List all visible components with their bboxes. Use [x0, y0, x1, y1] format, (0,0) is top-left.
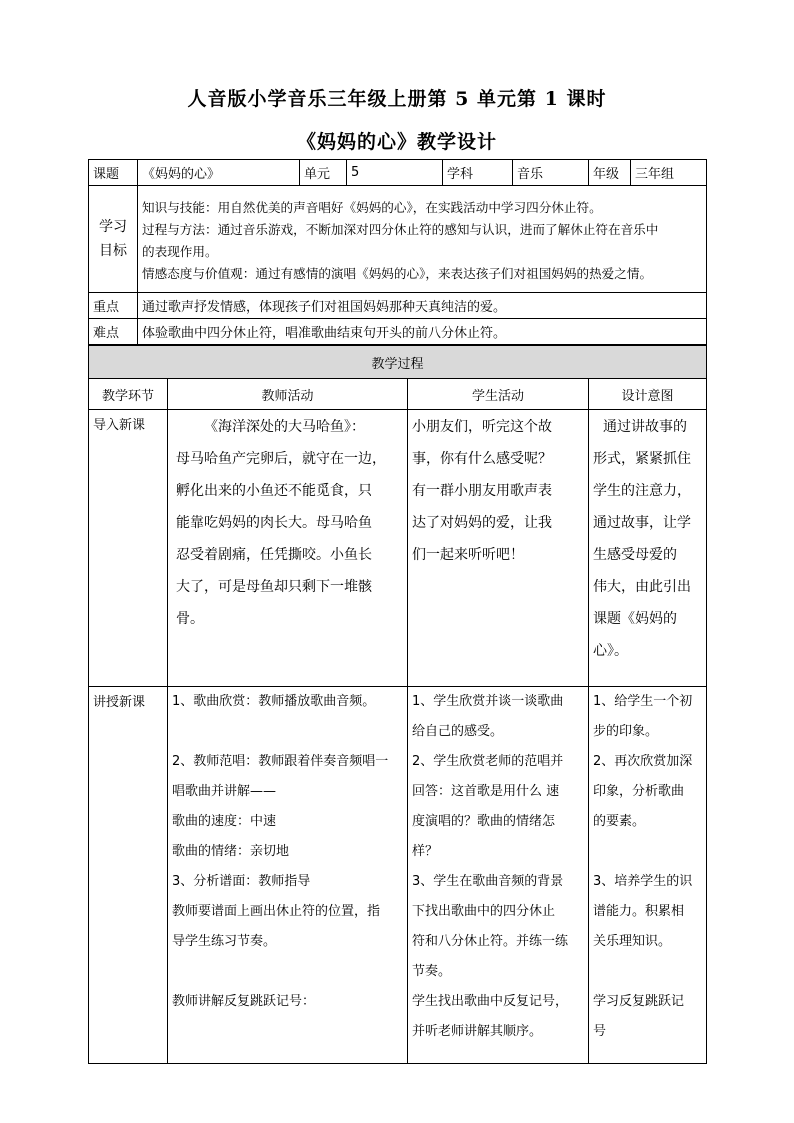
header-student: 学生活动: [408, 379, 589, 410]
teach-intent-line: 2、再次欣赏加深: [593, 754, 693, 769]
difficulty-text: 体验歌曲中四分休止符，唱准歌曲结束句开头的前八分休止符。: [138, 319, 707, 345]
unit-label: 单元: [300, 160, 347, 186]
teach-teacher-spacer: [172, 957, 403, 987]
goals-label-line2: 目标: [99, 243, 127, 259]
info-row: [89, 160, 707, 186]
intro-student-line: 们一起来听听吧！: [412, 547, 524, 563]
intro-teacher: [168, 410, 408, 687]
intro-teacher-line: 孵化出来的小鱼还不能觅食，只: [176, 483, 372, 499]
teach-intent-line: 3、培养学生的识: [593, 874, 693, 889]
teach-teacher-line: 1、歌曲欣赏：教师播放歌曲音频。: [172, 694, 376, 709]
teach-teacher-line: 2、教师范唱：教师跟着伴奏音频唱一: [172, 754, 389, 769]
teach-teacher: [168, 687, 408, 1064]
teach-intent-spacer: [593, 837, 702, 867]
teach-intent-line: 谱能力。积累相: [593, 904, 685, 919]
unit-value: 5: [347, 160, 443, 186]
teach-student: [408, 687, 589, 1064]
intro-intent-line: 通过故事，让学: [593, 515, 691, 531]
intro-student-line: 小朋友们，听完这个故: [412, 419, 552, 435]
teach-student-line: 下找出歌曲中的四分休止: [412, 904, 556, 919]
intro-intent-line: 心》。: [593, 643, 628, 659]
teach-teacher-line: 歌曲的速度：中速: [172, 814, 277, 829]
intro-teacher-line: 骨。: [176, 611, 204, 627]
teach-student-line: 节奏。: [412, 964, 452, 979]
topic-value: 《妈妈的心》: [138, 160, 300, 186]
intro-student: [408, 410, 589, 687]
teach-teacher-line: 唱歌曲并讲解——: [172, 784, 277, 799]
intro-intent-line: 通过讲故事的: [603, 419, 687, 435]
process-title: 教学过程: [89, 346, 707, 379]
teach-intent-line: 1、给学生一个初: [593, 694, 693, 709]
intro-intent-line: 生感受母爱的: [593, 547, 677, 563]
intro-stage: 导入新课: [89, 410, 168, 687]
teach-intent-line: 号: [593, 1024, 607, 1039]
goals-content: [138, 186, 707, 293]
teach-stage: 讲授新课: [89, 687, 168, 1064]
teach-intent: [589, 687, 707, 1064]
grade-value: 三年组: [631, 160, 707, 186]
difficulty-label: 难点: [89, 319, 138, 345]
teach-student-line: 学生找出歌曲中反复记号，: [412, 994, 569, 1009]
teach-student-line: 3、学生在歌曲音频的背景: [412, 874, 564, 889]
header-stage: 教学环节: [89, 379, 168, 410]
teach-intent-line: 印象，分析歌曲: [593, 784, 685, 799]
key-point-row: [89, 293, 707, 319]
intro-teacher-line: 忍受着剧痛，任凭撕咬。小鱼长: [176, 547, 372, 563]
intro-student-line: 事，你有什么感受呢？: [412, 451, 552, 467]
subject-value: 音乐: [513, 160, 589, 186]
difficulty-row: [89, 319, 707, 345]
key-point-text: 通过歌声抒发情感，体现孩子们对祖国妈妈那种天真纯洁的爱。: [138, 293, 707, 319]
process-header-row: [89, 379, 707, 410]
intro-student-line: 达了对妈妈的爱，让我: [412, 515, 552, 531]
teach-intent-spacer: [593, 957, 702, 987]
intro-teacher-line: 母马哈鱼产完卵后，就守在一边，: [176, 451, 386, 467]
page-subtitle: 《妈妈的心》教学设计: [296, 131, 497, 153]
teach-teacher-line: 3、分析谱面：教师指导: [172, 874, 311, 889]
teach-teacher-spacer: [172, 717, 403, 747]
goals-label: [89, 186, 138, 293]
topic-label: 课题: [89, 160, 138, 186]
intro-teacher-line: 能靠吃妈妈的肉长大。母马哈鱼: [176, 515, 372, 531]
intro-intent-line: 形式，紧紧抓住: [593, 451, 691, 467]
subject-label: 学科: [443, 160, 513, 186]
intro-intent-line: 伟大，由此引出: [593, 579, 691, 595]
header-teacher: 教师活动: [168, 379, 408, 410]
teach-student-line: 2、学生欣赏老师的范唱并: [412, 754, 564, 769]
goal-process-cont: 的表现作用。: [142, 243, 218, 259]
teach-student-line: 回答：这首歌是用什么 速: [412, 784, 560, 799]
intro-teacher-line: 大了，可是母鱼却只剩下一堆骸: [176, 579, 372, 595]
teach-row: [89, 687, 707, 1064]
teach-intent-line: 的要素。: [593, 814, 646, 829]
intro-student-line: 有一群小朋友用歌声表: [412, 483, 552, 499]
teach-intent-line: 学习反复跳跃记: [593, 994, 685, 1009]
teach-intent-line: 关乐理知识。: [593, 934, 672, 949]
grade-label: 年级: [589, 160, 631, 186]
intro-intent: [589, 410, 707, 687]
lesson-info-table: [88, 159, 707, 345]
intro-row: [89, 410, 707, 687]
goal-knowledge: 知识与技能：用自然优美的声音唱好《妈妈的心》，在实践活动中学习四分休止符。: [142, 199, 602, 215]
intro-intent-line: 课题《妈妈的: [593, 611, 677, 627]
goal-emotion: 情感态度与价值观：通过有感情的演唱《妈妈的心》，来表达孩子们对祖国妈妈的热爱之情。: [142, 265, 653, 281]
goals-label-line1: 学习: [99, 219, 127, 235]
teach-teacher-line: 教师讲解反复跳跃记号：: [172, 994, 316, 1009]
teach-intent-line: 步的印象。: [593, 724, 659, 739]
intro-intent-line: 学生的注意力，: [593, 483, 691, 499]
teach-student-line: 度演唱的？歌曲的情绪怎: [412, 814, 556, 829]
goal-process: 过程与方法：通过音乐游戏，不断加深对四分休止符的感知与认识，进而了解休止符在音乐中: [142, 221, 659, 237]
teach-teacher-line: 教师要谱面上画出休止符的位置，指: [172, 904, 381, 919]
teach-student-line: 样？: [412, 844, 439, 859]
teach-teacher-line: 歌曲的情绪：亲切地: [172, 844, 290, 859]
page-title: 人音版小学音乐三年级上册第 5 单元第 1 课时: [187, 88, 607, 110]
teach-student-line: 并听老师讲解其顺序。: [412, 1024, 543, 1039]
teach-student-line: 符和八分休止符。并练一练: [412, 934, 569, 949]
header-intent: 设计意图: [589, 379, 707, 410]
intro-teacher-line: 《海洋深处的大马哈鱼》：: [204, 419, 365, 435]
teach-student-line: 给自己的感受。: [412, 724, 504, 739]
process-title-row: [89, 346, 707, 379]
teaching-process-table: [88, 345, 707, 1064]
teach-student-line: 1、学生欣赏并谈一谈歌曲: [412, 694, 564, 709]
teach-teacher-line: 导学生练习节奏。: [172, 934, 277, 949]
key-point-label: 重点: [89, 293, 138, 319]
goals-row: [89, 186, 707, 293]
